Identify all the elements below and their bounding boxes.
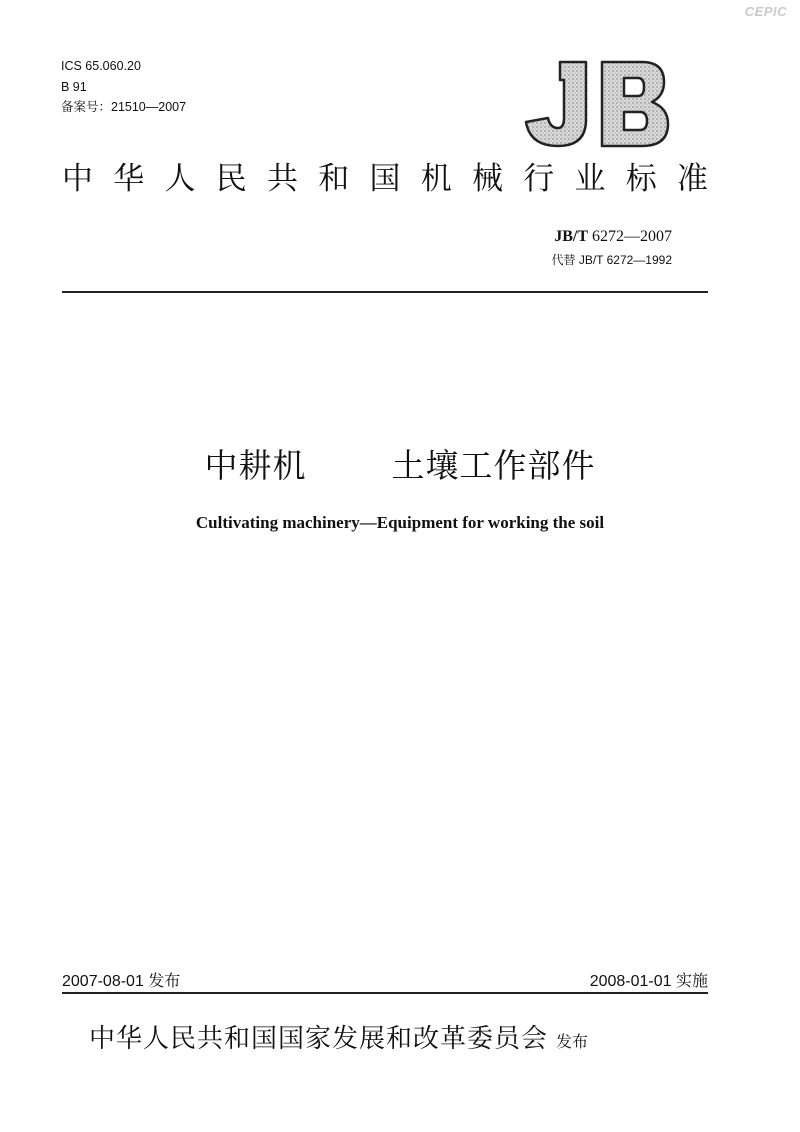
- document-title-cn: [0, 440, 800, 487]
- title-cn-part1: 中耕机: [204, 446, 307, 485]
- publish-label: 发布: [148, 971, 181, 990]
- standard-prefix: JB/T: [554, 228, 588, 245]
- org-title-char: 民: [215, 161, 247, 197]
- org-title-char: 华: [113, 161, 145, 197]
- top-divider: [62, 291, 708, 293]
- bottom-divider: [62, 992, 708, 994]
- effective-date: 2008-01-01: [589, 973, 672, 990]
- document-title-en: Cultivating machinery—Equipment for working the soil: [195, 513, 605, 532]
- org-title-char: 共: [267, 161, 298, 197]
- org-title-char: 和: [318, 161, 350, 197]
- jb-logo: [520, 58, 670, 150]
- issuer-name: 中华人民共和国国家发展和改革委员会: [89, 1024, 549, 1054]
- org-title-char: 机: [420, 161, 452, 197]
- org-title-char: 行: [523, 161, 555, 197]
- org-title-char: 标: [625, 161, 657, 197]
- replaces-standard: 代替 JB/T 6272—1992: [551, 253, 672, 267]
- industry-standard-title: [62, 161, 708, 197]
- jb-standard-logo-icon: [520, 58, 670, 150]
- publish-date-line: [62, 968, 180, 991]
- standard-code: 6272—2007: [592, 228, 672, 245]
- record-number: 备案号：21510—2007: [61, 100, 187, 114]
- org-title-char: 中: [62, 161, 93, 197]
- org-title-char: 械: [472, 161, 503, 197]
- issuer-suffix: 发布: [556, 1032, 589, 1051]
- publish-date: 2007-08-01: [62, 973, 144, 990]
- effective-label: 实施: [675, 971, 708, 990]
- org-title-char: 准: [677, 161, 708, 197]
- effective-date-line: [590, 968, 708, 991]
- watermark: CEPIC: [744, 4, 787, 19]
- ccs-code: B 91: [61, 80, 87, 94]
- standard-number: [554, 228, 672, 246]
- title-cn-part2: 土壤工作部件: [391, 446, 596, 485]
- issuing-authority: [89, 1018, 588, 1055]
- org-title-char: 人: [164, 161, 196, 197]
- org-title-char: 业: [574, 161, 606, 197]
- ics-code: ICS 65.060.20: [61, 59, 141, 73]
- org-title-char: 国: [369, 161, 401, 197]
